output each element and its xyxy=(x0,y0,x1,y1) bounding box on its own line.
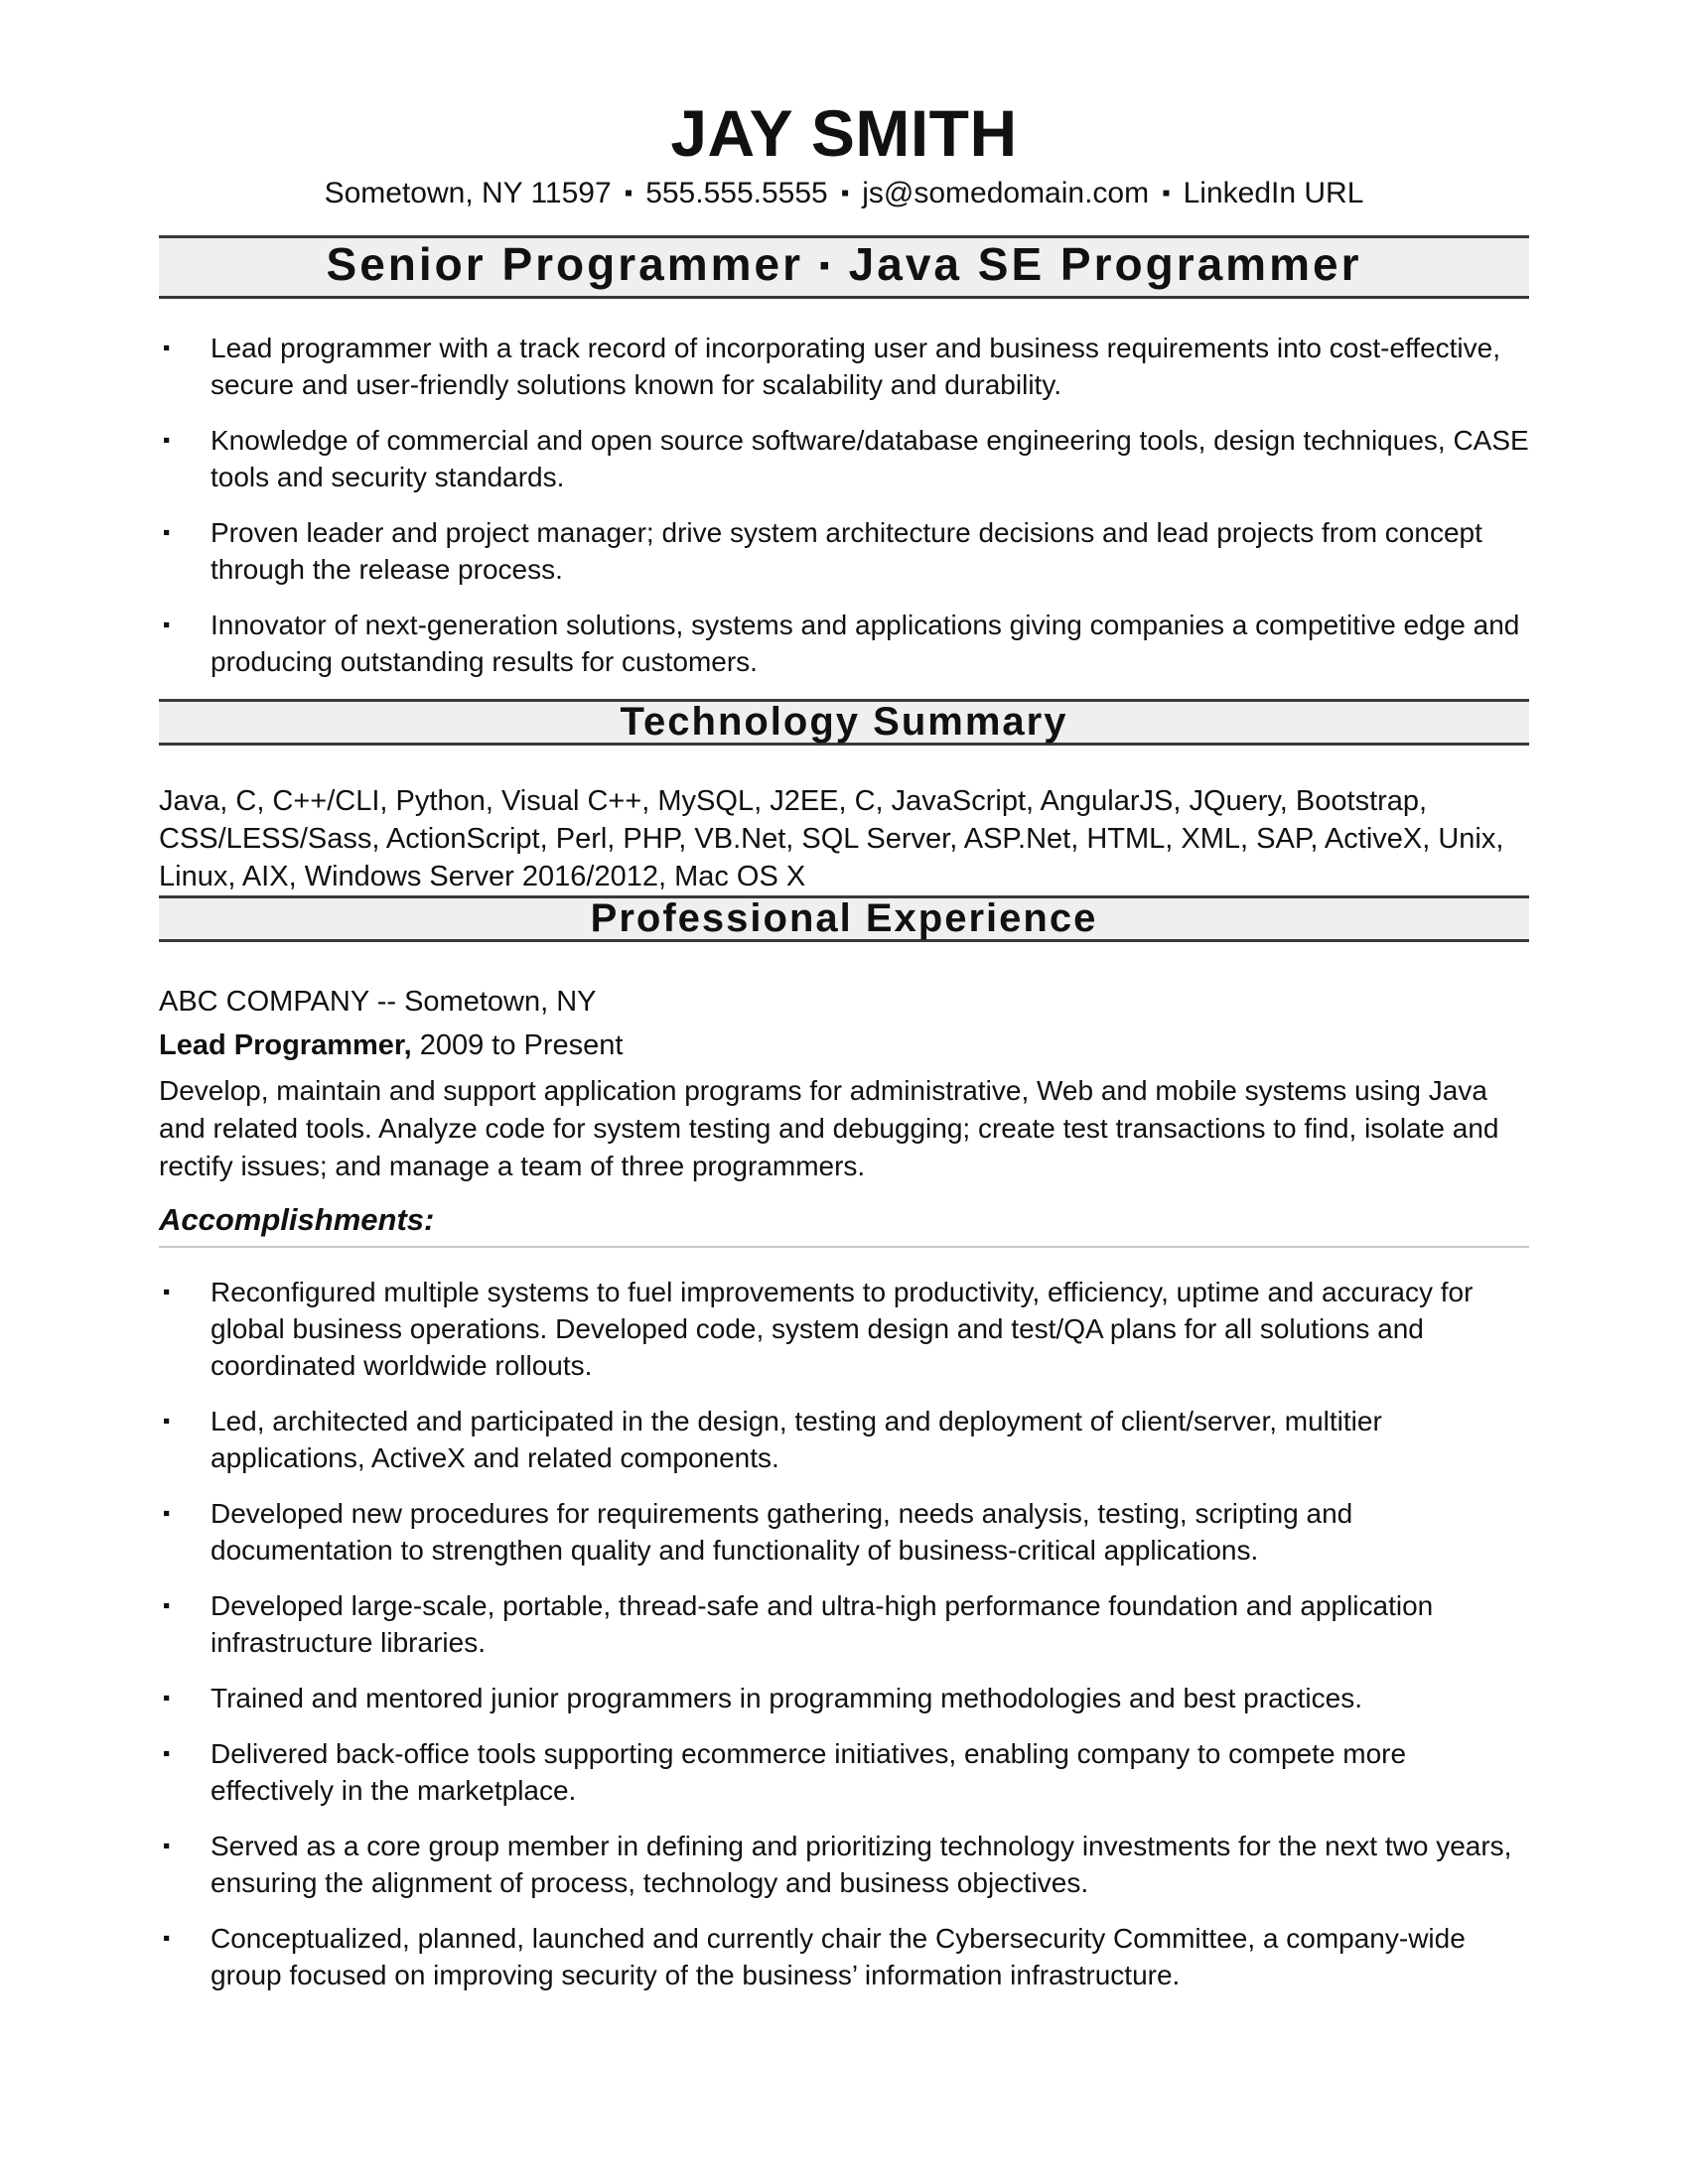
bullet-text: Developed large-scale, portable, thread-safe and ultra-high performance foundation and application infrastructure libraries. xyxy=(211,1589,1434,1658)
bullet-item xyxy=(159,1920,1529,1993)
job-title: Lead Programmer, xyxy=(159,1028,412,1061)
bullet-item xyxy=(159,330,1529,403)
bullet-text: Innovator of next-generation solutions, systems and applications giving companies a competitive edge and producing outstanding results for customers. xyxy=(211,609,1520,677)
separator-square-icon: ▪ xyxy=(1162,179,1171,206)
bullet-item xyxy=(159,1828,1529,1901)
technology-summary-text: Java, C, C++/CLI, Python, Visual C++, MySQL, J2EE, C, JavaScript, AngularJS, JQuery, Bootstrap, CSS/LESS/Sass, ActionScript, Perl, PHP, VB.Net, SQL Server, ASP.Net, HTML, XML, SAP, ActiveX, Unix, Linux, AIX, Windows Server 2016/2012, Mac OS X xyxy=(159,784,1504,892)
job-dates: 2009 to Present xyxy=(411,1028,624,1061)
bullet-item xyxy=(159,607,1529,680)
bullet-text: Served as a core group member in defining and prioritizing technology investments for the next two years, ensuring the alignment of process, technology and business objectives. xyxy=(211,1830,1512,1898)
bullet-item xyxy=(159,422,1529,495)
bullet-square-icon: ▪ xyxy=(163,1501,171,1525)
bullet-square-icon: ▪ xyxy=(163,1834,171,1857)
bullet-square-icon: ▪ xyxy=(163,613,171,636)
bullet-square-icon: ▪ xyxy=(163,1926,171,1950)
role-title: Senior Programmer xyxy=(326,237,804,290)
contact-line xyxy=(159,176,1529,211)
bullet-square-icon: ▪ xyxy=(163,1280,171,1303)
bullet-text: Trained and mentored junior programmers in programming methodologies and best practices. xyxy=(211,1682,1362,1713)
bullet-text: Delivered back-office tools supporting ecommerce initiatives, enabling company to compete more effectively in the marketplace. xyxy=(211,1737,1407,1806)
bullet-item xyxy=(159,1274,1529,1384)
bullet-item xyxy=(159,1680,1529,1716)
job-description: Develop, maintain and support application programs for administrative, Web and mobile systems using Java and related tools. Analyze code for system testing and debugging; create test transactions to find, isolate and rectify issues; and manage a team of three programmers. xyxy=(159,1074,1499,1181)
bullet-item xyxy=(159,1495,1529,1569)
summary-bullet-list xyxy=(159,330,1529,680)
accomplishments-bullet-list xyxy=(159,1274,1529,1993)
accomplishments-heading: Accomplishments: xyxy=(159,1203,1529,1248)
bullet-square-icon: ▪ xyxy=(163,336,171,359)
bullet-item xyxy=(159,514,1529,588)
bullet-square-icon: ▪ xyxy=(163,520,171,544)
candidate-name: JAY SMITH xyxy=(670,96,1018,170)
contact-item: Sometown, NY 11597 xyxy=(324,176,612,209)
separator-square-icon: ▪ xyxy=(819,248,833,282)
role-title-banner xyxy=(159,235,1529,299)
contact-item: 555.555.5555 xyxy=(645,176,828,209)
bullet-text: Led, architected and participated in the design, testing and deployment of client/server, multitier applications, ActiveX and related components. xyxy=(211,1405,1382,1473)
bullet-text: Developed new procedures for requirements gathering, needs analysis, testing, scripting and documentation to strengthen quality and functionality of business-critical applications. xyxy=(211,1497,1353,1566)
job-title-line xyxy=(159,1027,1529,1064)
bullet-text: Lead programmer with a track record of incorporating user and business requirements into cost-effective, secure and user-friendly solutions known for scalability and durability. xyxy=(211,332,1501,400)
separator-square-icon: ▪ xyxy=(840,179,850,206)
bullet-item xyxy=(159,1587,1529,1661)
contact-item: LinkedIn URL xyxy=(1183,176,1364,209)
bullet-square-icon: ▪ xyxy=(163,428,171,452)
bullet-square-icon: ▪ xyxy=(163,1741,171,1765)
bullet-square-icon: ▪ xyxy=(163,1409,171,1433)
company-location-line: ABC COMPANY -- Sometown, NY xyxy=(159,985,597,1018)
bullet-square-icon: ▪ xyxy=(163,1593,171,1617)
bullet-text: Conceptualized, planned, launched and currently chair the Cybersecurity Committee, a company-wide group focused on improving security of the business’ information infrastructure. xyxy=(211,1922,1466,1990)
bullet-square-icon: ▪ xyxy=(163,1686,171,1709)
bullet-text: Proven leader and project manager; drive system architecture decisions and lead projects from concept through the release process. xyxy=(211,516,1482,585)
bullet-text: Reconfigured multiple systems to fuel improvements to productivity, efficiency, uptime and accuracy for global business operations. Developed code, system design and test/QA plans for all solutions and coordinated worldwide rollouts. xyxy=(211,1276,1474,1381)
bullet-item xyxy=(159,1735,1529,1809)
section-heading-technology-summary: Technology Summary xyxy=(159,699,1529,746)
contact-item: js@somedomain.com xyxy=(862,176,1150,209)
section-heading-professional-experience: Professional Experience xyxy=(159,895,1529,942)
role-title: Java SE Programmer xyxy=(848,237,1362,290)
bullet-text: Knowledge of commercial and open source software/database engineering tools, design techniques, CASE tools and security standards. xyxy=(211,424,1529,492)
separator-square-icon: ▪ xyxy=(624,179,633,206)
bullet-item xyxy=(159,1403,1529,1476)
